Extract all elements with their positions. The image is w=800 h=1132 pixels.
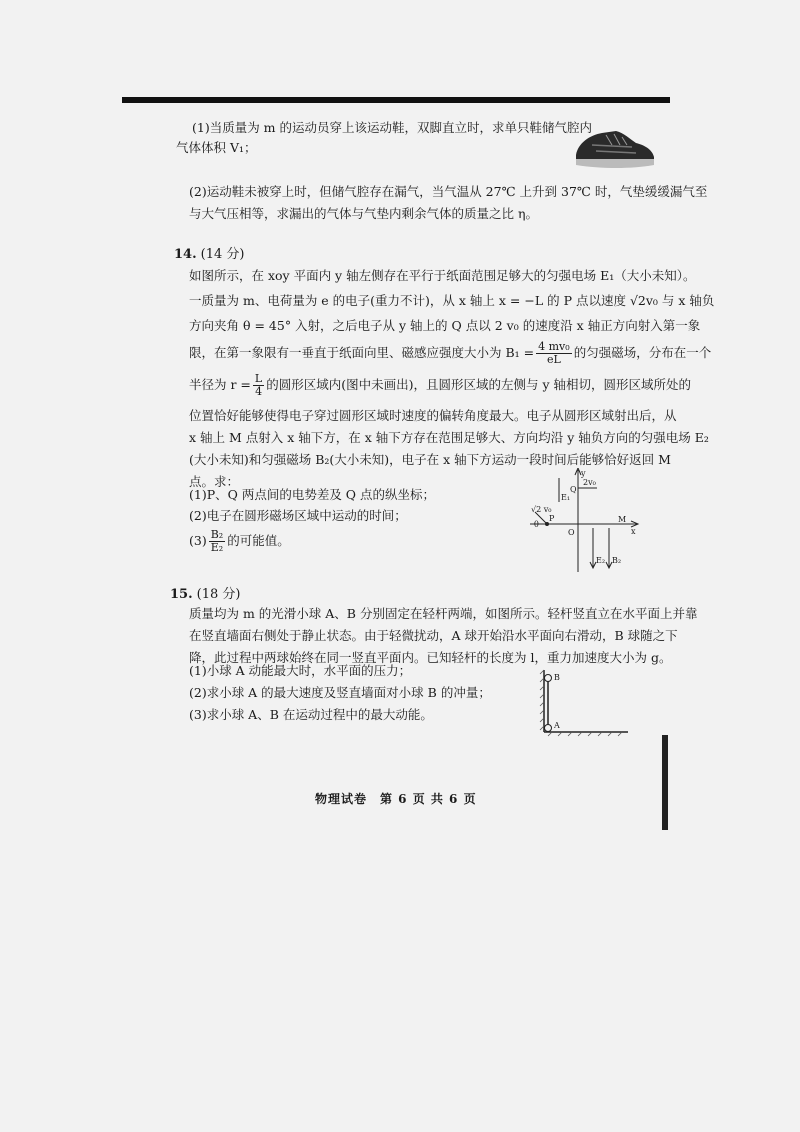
q13-part1-line2: 气体体积 V₁； bbox=[176, 140, 257, 155]
fig-label-theta: θ bbox=[534, 520, 539, 529]
q14-text-line3: 方向夹角 θ = 45° 入射，之后电子从 y 轴上的 Q 点以 2 v₀ 的速度沿 x 轴正方向射入第一象 bbox=[189, 318, 701, 333]
q15-sub3: (3)求小球 A、B 在运动过程中的最大动能。 bbox=[189, 707, 433, 722]
sneaker-image bbox=[572, 125, 656, 175]
top-rule bbox=[122, 97, 670, 103]
fig-label-M: M bbox=[618, 515, 627, 524]
q14-text-line9: 点。求： bbox=[189, 474, 240, 489]
q15-sub2: (2)求小球 A 的最大速度及竖直墙面对小球 B 的冲量； bbox=[189, 685, 491, 700]
q13-part2-line1: (2)运动鞋未被穿上时，但储气腔存在漏气，当气温从 27℃ 上升到 37℃ 时，气垫缓缓漏气至 bbox=[189, 184, 708, 199]
b2-e2-fraction: $\frac{\text{B₂}}{\text{E₂}}$ bbox=[210, 528, 224, 554]
b1-fraction: $\frac{\text{4 mv₀}}{eL}$ bbox=[538, 340, 570, 366]
fig-label-E2: E₂ bbox=[596, 556, 606, 565]
radius-fraction: $\frac{L}{4}$ bbox=[254, 372, 263, 398]
scan-edge-mark bbox=[662, 735, 668, 830]
q13-part1-line1: (1)当质量为 m 的运动员穿上该运动鞋，双脚直立时，求单只鞋储气腔内 bbox=[192, 120, 593, 135]
fig-label-sqrt2v0: √2 v₀ bbox=[531, 505, 552, 514]
fig-label-E1: E₁ bbox=[561, 493, 571, 502]
q15-number: 15. (18 分) bbox=[170, 587, 241, 602]
q14-text-line5: 半径为 r = $\frac{L}{4}$ 的圆形区域内(图中未画出)，且圆形区域的左侧与 y 轴相切，圆形区域所处的 bbox=[189, 372, 691, 398]
q14-text-line1: 如图所示，在 xoy 平面内 y 轴左侧存在平行于纸面范围足够大的匀强电场 E₁（大小未知）。 bbox=[189, 268, 696, 283]
fig-label-B2: B₂ bbox=[612, 556, 622, 565]
q14-text-line8: (大小未知)和匀强磁场 B₂(大小未知)，电子在 x 轴下方运动一段时间后能够恰好返回 M bbox=[189, 452, 671, 467]
page-footer: 物理试卷 第 6 页 共 6 页 bbox=[315, 792, 477, 806]
q15-text-line3: 降，此过程中两球始终在同一竖直平面内。已知轻杆的长度为 l，重力加速度大小为 g。 bbox=[189, 650, 672, 665]
fig-label-2v0: 2v₀ bbox=[583, 478, 596, 487]
fig-label-x: x bbox=[631, 527, 636, 536]
fig-label-y: y bbox=[581, 469, 586, 478]
fig-label-Q: Q bbox=[570, 485, 577, 494]
q14-sub1: (1)P、Q 两点间的电势差及 Q 点的纵坐标； bbox=[189, 487, 436, 502]
q15-diagram bbox=[538, 668, 630, 742]
fig-label-A: A bbox=[554, 721, 560, 730]
q14-text-line4: 限，在第一象限有一垂直于纸面向里、磁感应强度大小为 B₁ = $\frac{\text{4 mv₀}}{eL}$ 的匀强磁场，分布在一个 bbox=[189, 340, 712, 366]
q15-sub1: (1)小球 A 动能最大时，水平面的压力； bbox=[189, 663, 412, 678]
q14-text-line6: 位置恰好能够使得电子穿过圆形区域时速度的偏转角度最大。电子从圆形区域射出后，从 bbox=[189, 408, 677, 423]
q13-part2-line2: 与大气压相等，求漏出的气体与气垫内剩余气体的质量之比 η。 bbox=[189, 206, 538, 221]
q14-number: 14. (14 分) bbox=[174, 247, 245, 262]
fig-label-O: O bbox=[568, 528, 575, 537]
fig-label-B: B bbox=[554, 673, 560, 682]
q14-diagram bbox=[525, 468, 640, 582]
q15-text-line1: 质量均为 m 的光滑小球 A、B 分别固定在轻杆两端，如图所示。轻杆竖直立在水平面上并靠 bbox=[189, 606, 698, 621]
q14-text-line7: x 轴上 M 点射入 x 轴下方，在 x 轴下方存在范围足够大、方向均沿 y 轴负方向的匀强电场 E₂ bbox=[189, 430, 709, 445]
fig-label-P: P bbox=[549, 514, 555, 523]
q14-text-line2: 一质量为 m、电荷量为 e 的电子(重力不计)，从 x 轴上 x = −L 的 P 点以速度 √2v₀ 与 x 轴负 bbox=[189, 293, 715, 308]
q14-sub2: (2)电子在圆形磁场区域中运动的时间； bbox=[189, 508, 407, 523]
q14-sub3: (3) $\frac{\text{B₂}}{\text{E₂}}$ 的可能值。 bbox=[189, 528, 290, 554]
q15-text-line2: 在竖直墙面右侧处于静止状态。由于轻微扰动，A 球开始沿水平面向右滑动，B 球随之下 bbox=[189, 628, 678, 643]
